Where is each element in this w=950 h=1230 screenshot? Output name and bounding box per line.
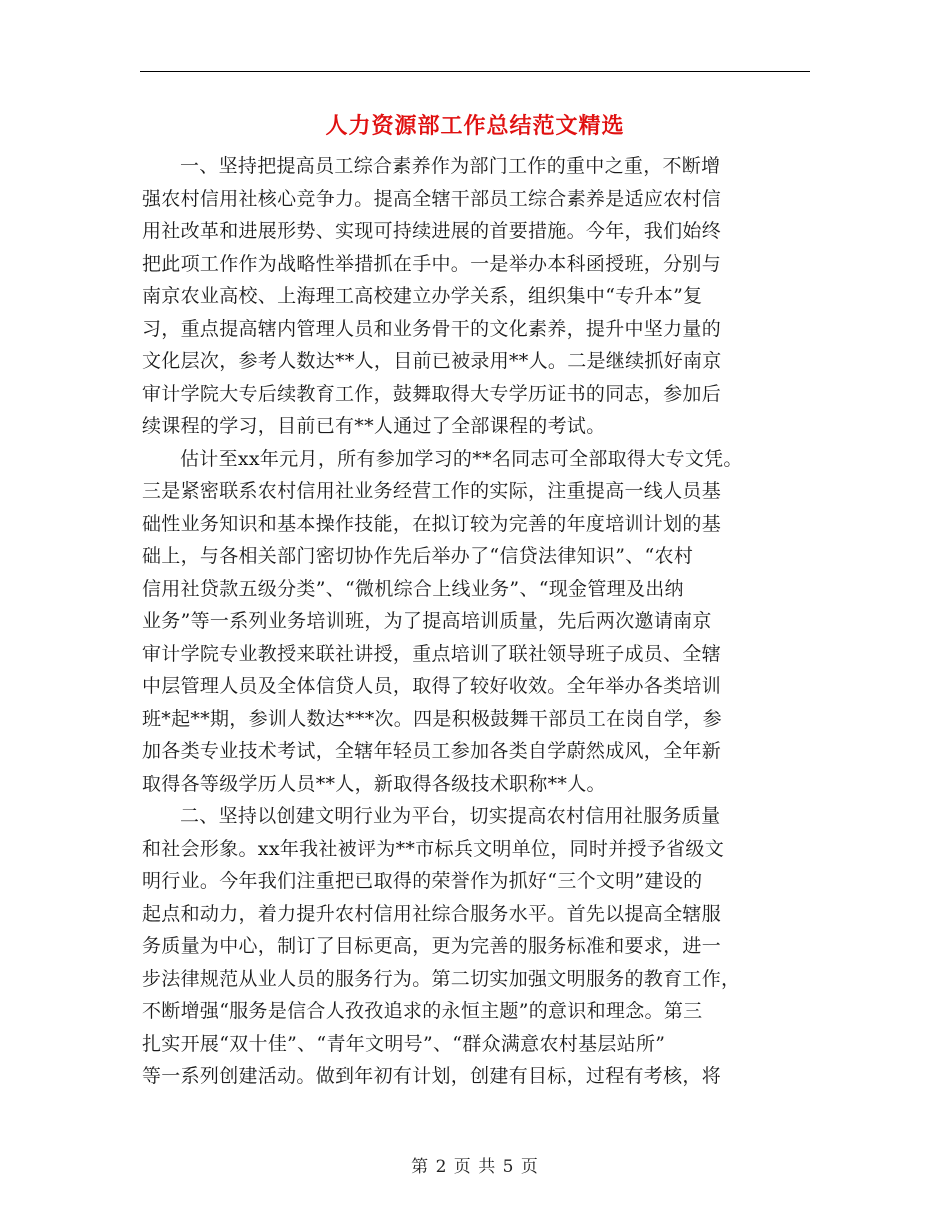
paragraph-line: 班*起**期，参训人数达***次。四是积极鼓舞干部员工在岗自学，参 (142, 707, 722, 730)
paragraph-line: 取得各等级学历人员**人，新取得各级技术职称**人。 (142, 772, 606, 795)
paragraph-line: 扎实开展“双十佳”、“青年文明号”、“群众满意农村基层站所” (142, 1032, 666, 1055)
paragraph-line: 步法律规范从业人员的服务行为。第二切实加强文明服务的教育工作， (142, 967, 741, 990)
paragraph-line: 础性业务知识和基本操作技能，在拟订较为完善的年度培训计划的基 (142, 512, 722, 535)
paragraph-line: 二、坚持以创建文明行业为平台，切实提高农村信用社服务质量 (180, 805, 721, 827)
paragraph-line: 习，重点提高辖内管理人员和业务骨干的文化素养，提升中坚力量的 (142, 317, 722, 340)
paragraph-line: 不断增强“服务是信合人孜孜追求的永恒主题”的意识和理念。第三 (142, 1000, 703, 1022)
page-number-footer: 第 2 页 共 5 页 (411, 1157, 539, 1177)
paragraph-line: 南京农业高校、上海理工高校建立办学关系，组织集中“专升本”复 (142, 285, 703, 307)
paragraph-line: 础上，与各相关部门密切协作先后举办了“信贷法律知识”、“农村 (142, 545, 694, 567)
paragraph-line: 文化层次，参考人数达**人，目前已被录用**人。二是继续抓好南京 (142, 350, 722, 372)
document-title: 人力资源部工作总结范文精选 (325, 113, 625, 139)
paragraph-line: 续课程的学习，目前已有**人通过了全部课程的考试。 (142, 415, 606, 437)
paragraph-line: 中层管理人员及全体信贷人员，取得了较好收效。全年举办各类培训 (142, 675, 722, 697)
header-rule (140, 71, 810, 72)
paragraph-line: 加各类专业技术考试，全辖年轻员工参加各类自学蔚然成风，全年新 (142, 740, 722, 762)
paragraph-line: 把此项工作作为战略性举措抓在手中。一是举办本科函授班，分别与 (142, 252, 722, 275)
paragraph-line: 三是紧密联系农村信用社业务经营工作的实际，注重提高一线人员基 (142, 480, 722, 502)
paragraph-line: 起点和动力，着力提升农村信用社综合服务水平。首先以提高全辖服 (142, 902, 722, 925)
paragraph-line: 务质量为中心，制订了目标更高，更为完善的服务标准和要求，进一 (142, 935, 722, 957)
paragraph-line: 业务”等一系列业务培训班，为了提高培训质量，先后两次邀请南京 (142, 610, 712, 632)
paragraph-line: 估计至xx年元月，所有参加学习的**名同志可全部取得大专文凭。 (180, 447, 743, 470)
paragraph-line: 和社会形象。xx年我社被评为**市标兵文明单位，同时并授予省级文 (142, 837, 725, 860)
paragraph-line: 审计学院大专后续教育工作，鼓舞取得大专学历证书的同志，参加后 (142, 382, 722, 405)
paragraph-line: 用社改革和进展形势、实现可持续进展的首要措施。今年，我们始终 (142, 220, 722, 242)
paragraph-line: 审计学院专业教授来联社讲授，重点培训了联社领导班子成员、全辖 (142, 642, 722, 665)
paragraph-line: 信用社贷款五级分类”、“微机综合上线业务”、“现金管理及出纳 (142, 577, 684, 600)
document-body (142, 150, 802, 1093)
paragraph-line: 一、坚持把提高员工综合素养作为部门工作的重中之重，不断增 (180, 155, 721, 177)
paragraph-line: 强农村信用社核心竞争力。提高全辖干部员工综合素养是适应农村信 (142, 187, 722, 210)
paragraph-line: 明行业。今年我们注重把已取得的荣誉作为抓好“三个文明”建设的 (142, 870, 703, 892)
paragraph-line: 等一系列创建活动。做到年初有计划，创建有目标，过程有考核，将 (142, 1065, 722, 1087)
